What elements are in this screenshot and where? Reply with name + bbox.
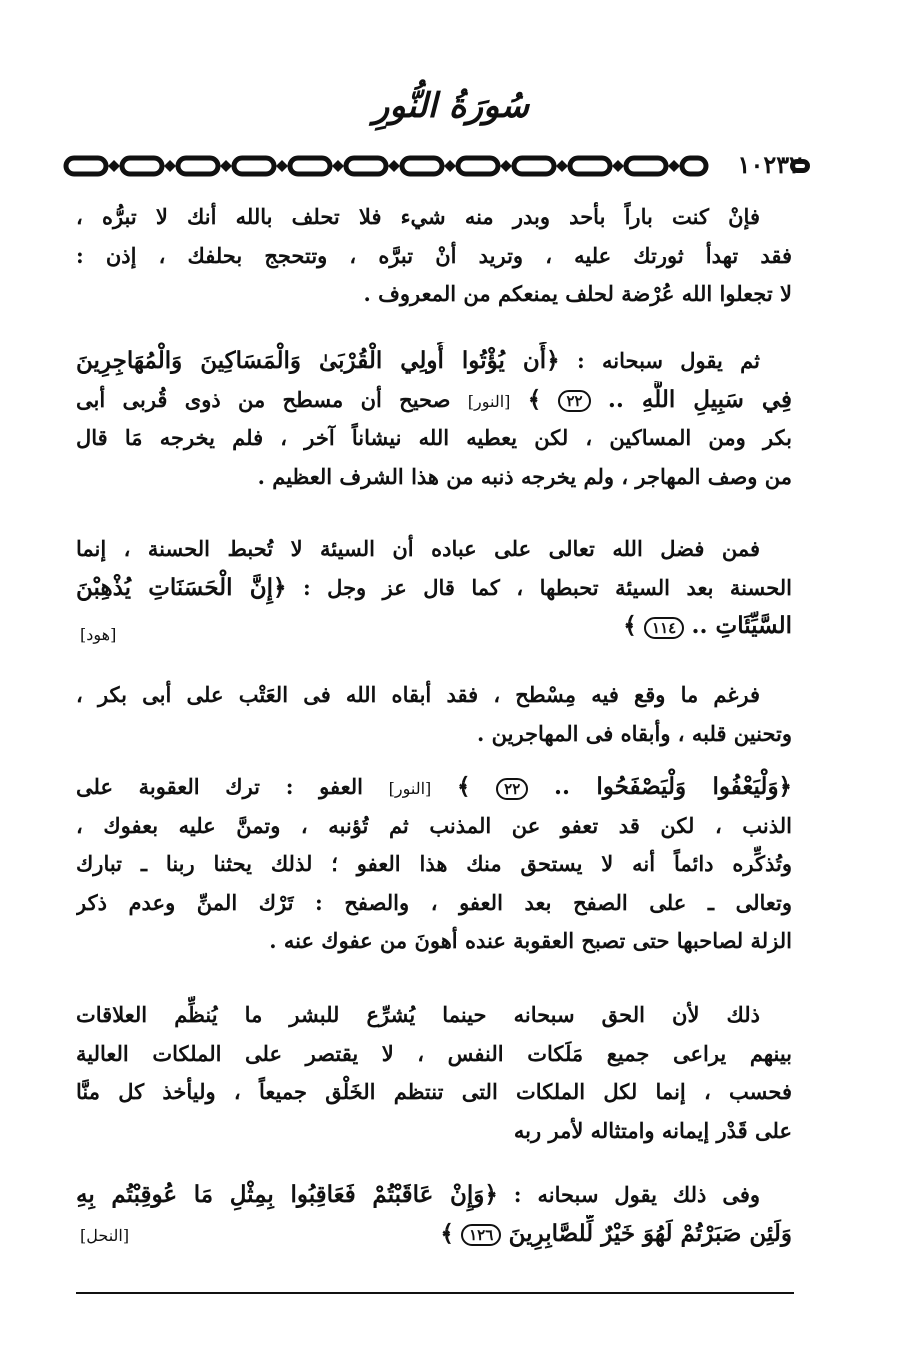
text-run: ثم يقول سبحانه : (576, 348, 760, 373)
text-line: بينهم يراعى جميع مَلَكات النفس ، لا يقتصر على الملكات العالية (76, 1040, 792, 1066)
quran-bracket: ﴾ (527, 385, 542, 413)
ayah-number: ١١٤ (644, 617, 684, 639)
text-line: الزلة لصاحبها حتى تصبح العقوبة عنده أهونَ من عفوك عنه . (269, 928, 792, 953)
text-run: وفى ذلك يقول سبحانه : (513, 1182, 760, 1207)
quran-verse: وَلَئِن صَبَرْتُمْ لَهُوَ خَيْرٌ لِّلصَّابِرِينَ (508, 1219, 792, 1247)
text-line: فرغم ما وقع فيه مِسْطح ، فقد أبقاه الله فى العَتْب على أبى بكر ، (76, 682, 760, 707)
text-line (76, 381, 792, 420)
paragraph-1 (76, 198, 792, 314)
quran-bracket: ﴾ (623, 612, 637, 639)
ayah-number: ٢٢ (496, 778, 528, 800)
paragraph-2 (76, 342, 792, 496)
quran-verse: ﴿أَن يُؤْتُوا أُولِي الْقُرْبَىٰ وَالْمَسَاكِينَ وَالْمُهَاجِرِينَ (76, 347, 560, 374)
surah-reference: [النور] (467, 391, 511, 411)
ayah-number: ١٢٦ (461, 1224, 501, 1246)
text-line (76, 1215, 792, 1254)
text-line: ذلك لأن الحق سبحانه حينما يُشرِّع للبشر ما يُنظِّم العلاقات (76, 1002, 760, 1027)
decorative-chain-border (62, 154, 710, 178)
text-line (76, 607, 792, 646)
text-line: فمن فضل الله تعالى على عباده أن السيئة لا تُحبط الحسنة ، إنما (76, 536, 760, 561)
text-line (76, 768, 792, 807)
page-number: ١٠٢٣٢ (737, 150, 802, 179)
text-line: على قَدْر إيمانه وامتثاله لأمر ربه (513, 1117, 792, 1143)
paragraph-6 (76, 996, 792, 1150)
text-line: فحسب ، إنما لكل الملكات التى تنتظم الخَلْق جميعاً ، وليأخذ كل منَّا (76, 1079, 792, 1104)
text-line (76, 569, 792, 608)
quran-verse: فِي سَبِيلِ اللَّهِ .. (607, 385, 792, 413)
text-line: وتحنين قلبه ، وأبقاه فى المهاجرين . (477, 720, 792, 746)
text-line: الذنب ، لكن قد تعفو عن المذنب ثم تُؤنبه ، وتمنَّ عليه بعفوك ، (76, 812, 792, 838)
quran-verse: السَّيِّئَاتِ .. (691, 612, 792, 639)
text-line (76, 342, 792, 381)
paragraph-5 (76, 768, 792, 961)
surah-reference: [هود] (80, 625, 117, 644)
ayah-number: ٢٢ (558, 390, 590, 412)
text-run: العفو : ترك العقوبة على (76, 774, 363, 799)
paragraph-3 (76, 530, 792, 646)
text-line: وتُذكِّره دائماً أنه لا يستحق منك هذا العفو ؛ لذلك يحثنا ربنا ـ تبارك (76, 851, 792, 876)
quran-bracket: ﴾ (456, 773, 471, 800)
surah-reference: [النور] (388, 779, 432, 798)
text-line: بكر ومن المساكين ، لكن يعطيه الله نيشاناً آخر ، فلم يخرجه مَا قال (76, 425, 792, 450)
text-line: فقد تهدأ ثورتك عليه ، وتريد أنْ تبرَّه ، وتتحجج بحلفك ، إذن : (76, 242, 792, 268)
text-line: لا تجعلوا الله عُرْضة لحلف يمنعكم من المعروف . (363, 281, 792, 306)
footer-rule (76, 1292, 794, 1294)
text-line: فإنْ كنت باراً بأحد وبدر منه شيء فلا تحلف بالله أنك لا تبرُّه ، (76, 204, 760, 229)
text-run: الحسنة بعد السيئة تحبطها ، كما قال عز وجل : (302, 574, 792, 600)
quran-verse: ﴿إِنَّ الْحَسَنَاتِ يُذْهِبْنَ (76, 573, 287, 601)
quran-verse: ﴿وَلْيَعْفُوا وَلْيَصْفَحُوا .. (553, 773, 792, 800)
quran-bracket: ﴾ (440, 1219, 454, 1247)
text-run: صحيح أن مسطح من ذوى قُربى أبى (76, 386, 451, 412)
surah-title: سُورَةُ النُّورِ (372, 86, 530, 126)
quran-verse: ﴿وَإِنْ عَاقَبْتُمْ فَعَاقِبُوا بِمِثْلِ مَا عُوقِبْتُم بِهِ (76, 1181, 498, 1208)
surah-reference: [النحل] (80, 1226, 130, 1245)
text-line (76, 1176, 792, 1215)
text-line: من وصف المهاجر ، ولم يخرجه ذنبه من هذا الشرف العظيم . (257, 463, 792, 489)
paragraph-7 (76, 1176, 792, 1253)
text-line: وتعالى ـ على الصفح بعد العفو ، والصفح : تَرْك المنِّ وعدم ذكر (76, 889, 792, 915)
paragraph-4 (76, 676, 792, 753)
chain-end-cap (790, 159, 810, 173)
